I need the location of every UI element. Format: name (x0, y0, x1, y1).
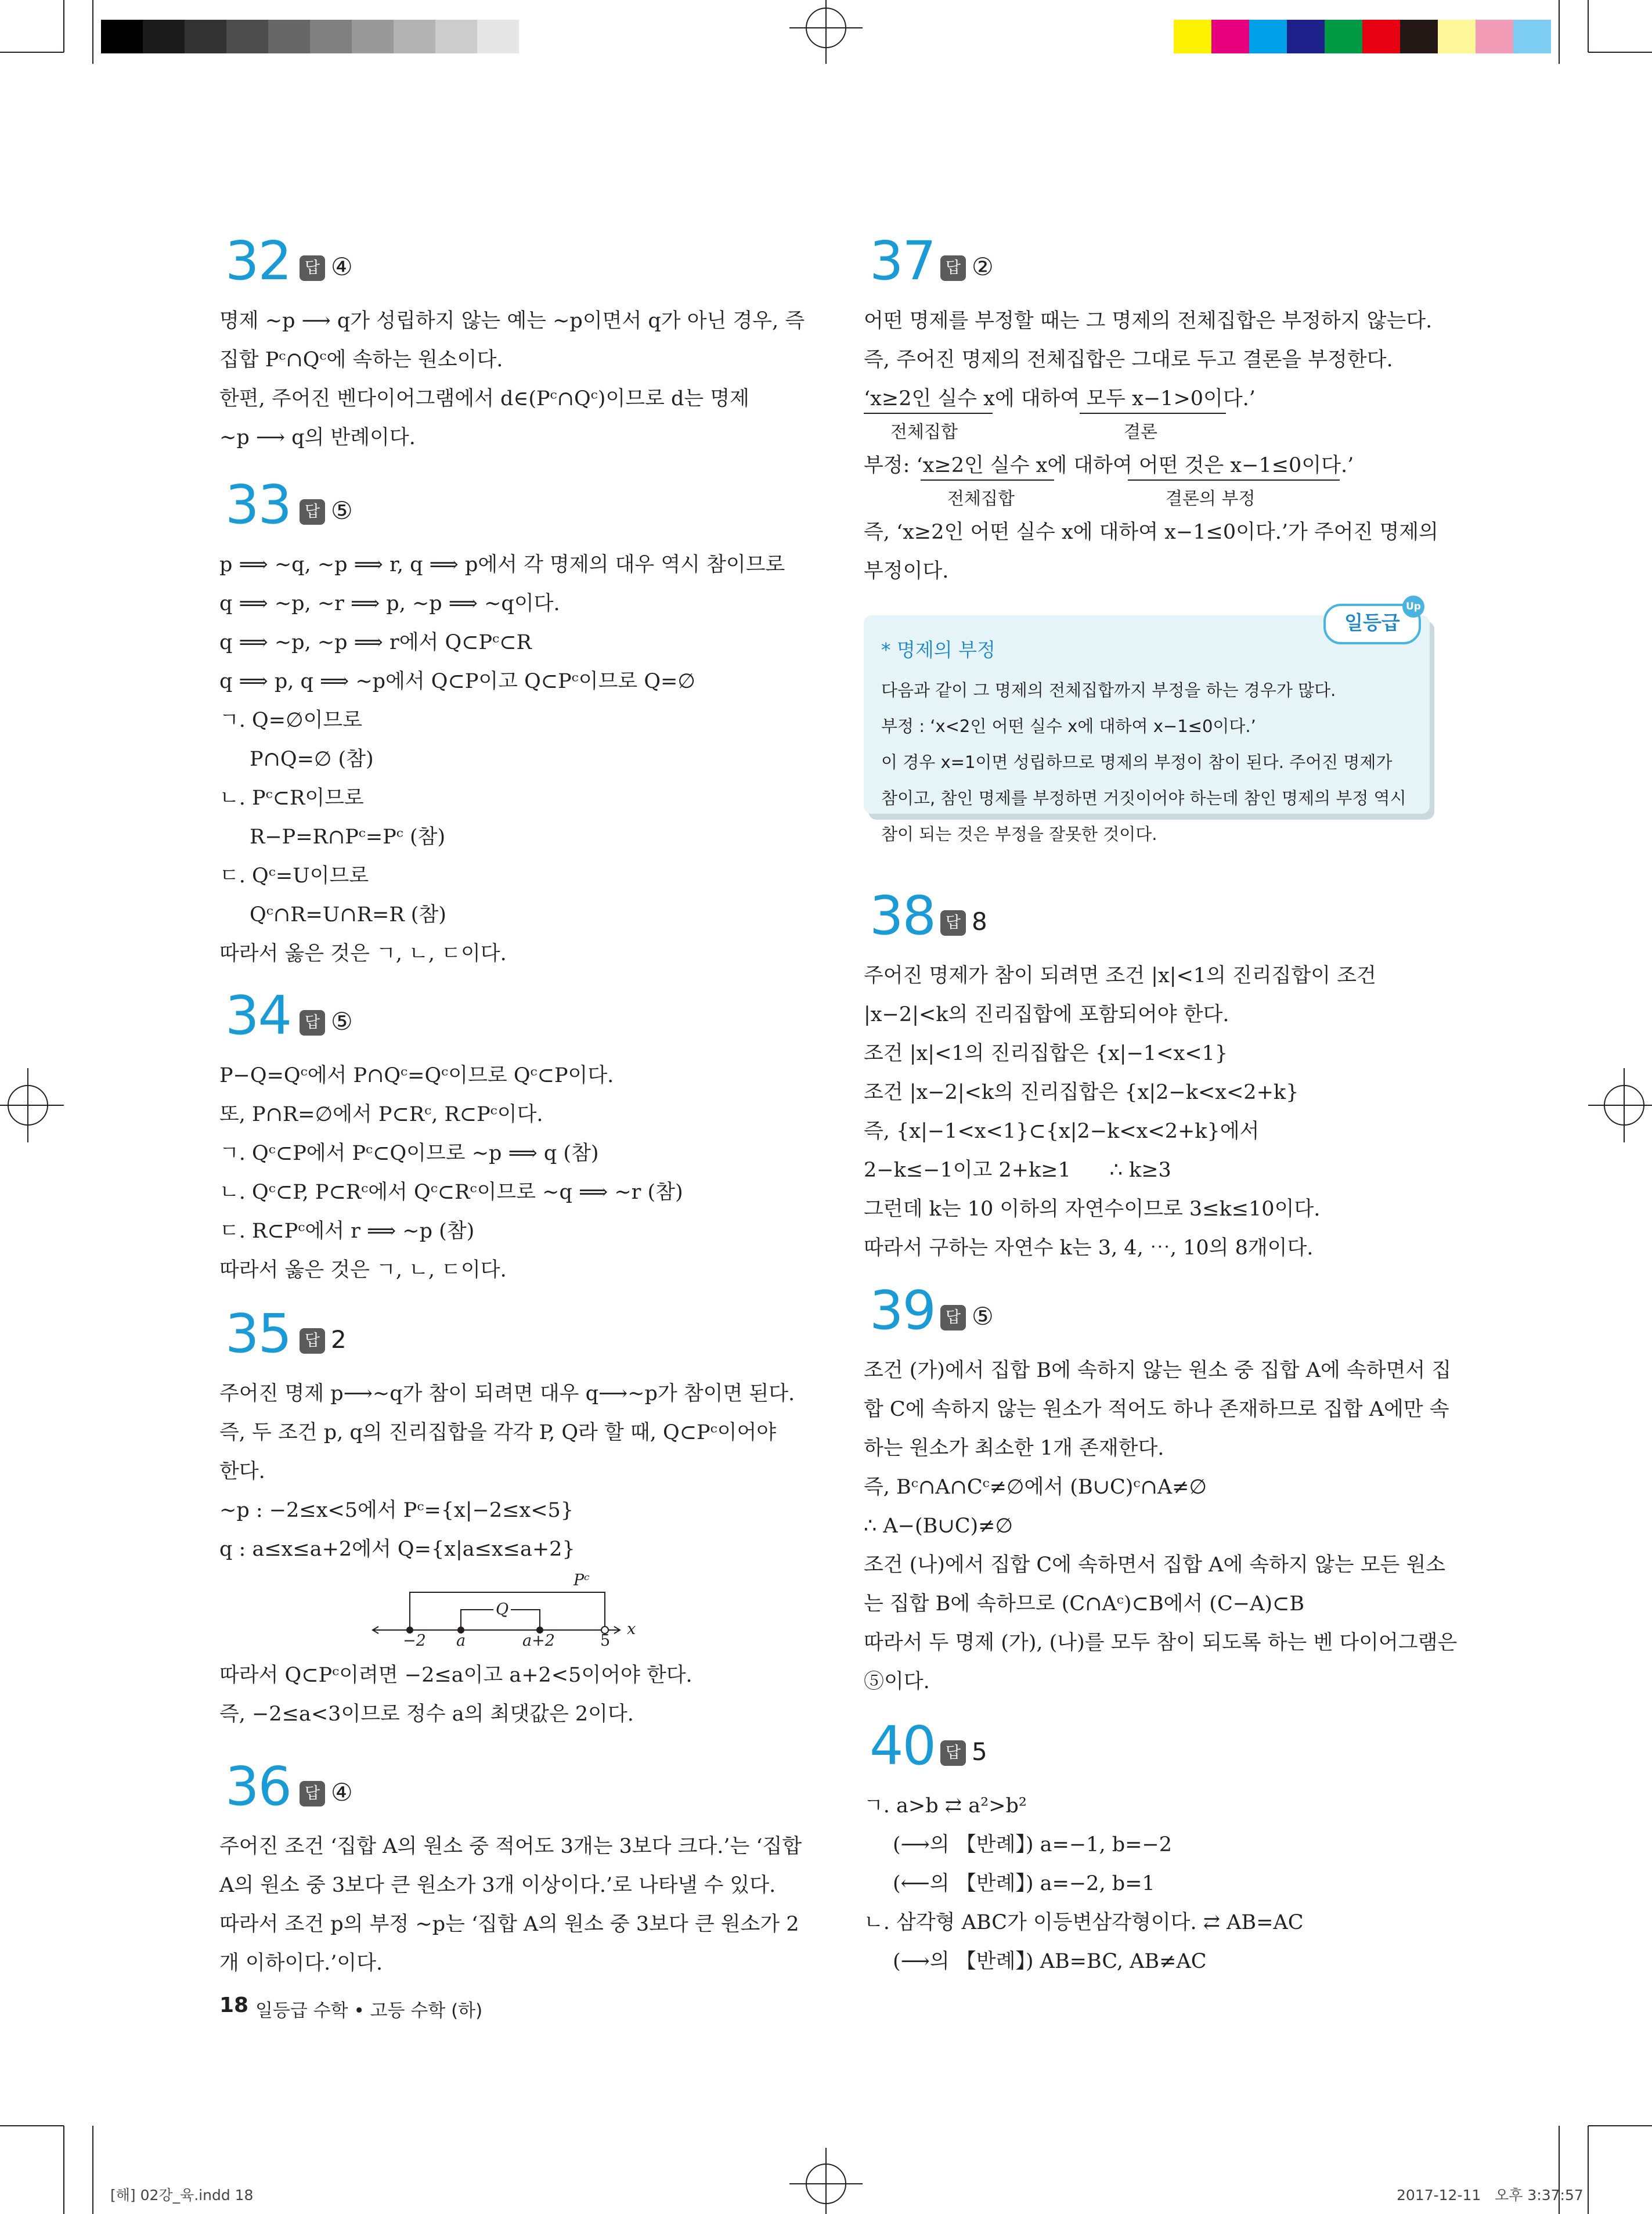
problem-number: 36 (225, 1755, 291, 1818)
answer-tag: 답 (300, 1010, 325, 1036)
answer-value: ⑤ (331, 1007, 353, 1036)
answer-tag: 답 (940, 255, 966, 281)
set-q-label: Q (493, 1600, 511, 1618)
tip-line: 참이 되는 것은 부정을 잘못한 것이다. (881, 824, 1157, 844)
underline-conclusion (1080, 413, 1226, 414)
text-line: ㄴ. Qᶜ⊂P, P⊂Rᶜ에서 Qᶜ⊂Rᶜ이므로 ~q ⟹ ~r (참) (219, 1181, 683, 1204)
text-line: 즉, 두 조건 p, q의 진리집합을 각각 P, Q라 할 때, Q⊂Pᶜ이어야 (219, 1421, 777, 1444)
text-line: 한편, 주어진 벤다이어그램에서 d∈(Pᶜ∩Qᶜ)이므로 d는 명제 (219, 387, 749, 410)
problem-40 (864, 1717, 1450, 1981)
answer-value: ④ (331, 253, 353, 281)
text-line: A의 원소 중 3보다 큰 원소가 3개 이상이다.’로 나타낼 수 있다. (219, 1874, 776, 1897)
text-line: 주어진 조건 ‘집합 A의 원소 중 적어도 3개는 3보다 크다.’는 ‘집합 (219, 1835, 802, 1858)
number-line-svg (219, 1569, 806, 1656)
text-line: P−Q=Qᶜ에서 P∩Qᶜ=Qᶜ이므로 Qᶜ⊂P이다. (219, 1064, 614, 1087)
answer-value: ② (972, 253, 994, 281)
slug-filename: [해] 02강_육.indd 18 (110, 2187, 254, 2204)
answer-tag: 답 (300, 499, 325, 525)
text-line: 는 집합 B에 속하므로 (C∩Aᶜ)⊂B에서 (C−A)⊂B (864, 1592, 1305, 1616)
tip-line: 이 경우 x=1이면 성립하므로 명제의 부정이 참이 된다. 주어진 명제가 (881, 752, 1393, 772)
text-line: 합 C에 속하지 않는 원소가 적어도 하나 존재하므로 집합 A에만 속 (864, 1398, 1449, 1421)
underline-universal (864, 413, 993, 414)
text-line: 어떤 명제를 부정할 때는 그 명제의 전체집합은 부정하지 않는다. (864, 309, 1433, 333)
text-line (864, 446, 1450, 485)
text-line: 따라서 Q⊂Pᶜ이려면 −2≤a이고 a+2<5이어야 한다. (219, 1664, 692, 1687)
text-line: ㄷ. Qᶜ=U이므로 (219, 864, 369, 888)
answer-value: ⑤ (331, 496, 353, 525)
problem-number: 37 (870, 230, 936, 292)
text-line: 조건 (나)에서 집합 C에 속하면서 집합 A에 속하지 않는 모든 원소 (864, 1553, 1446, 1577)
text-line: 조건 |x|<1의 진리집합은 {x|−1<x<1} (864, 1042, 1228, 1065)
text-line: ㄱ. Q=∅이므로 (219, 709, 362, 732)
text-line: 즉, ‘x≥2인 어떤 실수 x에 대하여 x−1≤0이다.’가 주어진 명제의 (864, 521, 1438, 544)
text-line: ㄴ. Pᶜ⊂R이므로 (219, 787, 364, 810)
tip-body (864, 672, 1406, 852)
text-line: ∴ A−(B∪C)≠∅ (864, 1515, 1013, 1538)
text-line: 또, P∩R=∅에서 P⊂Rᶜ, R⊂Pᶜ이다. (219, 1103, 543, 1126)
tick-label: −2 (403, 1632, 426, 1650)
problem-35 (219, 1305, 806, 1734)
problem-number: 32 (225, 230, 291, 292)
badge-label: 일등급 (1344, 611, 1400, 634)
answer-tag: 답 (300, 1781, 325, 1806)
text-line (864, 380, 1450, 419)
problem-number: 39 (870, 1279, 936, 1342)
page-number: 18 (219, 1993, 249, 2017)
problem-36 (219, 1755, 806, 1983)
text-line: ㄱ. a>b ⇄ a²>b² (864, 1794, 1027, 1818)
text-line: 조건 (가)에서 집합 B에 속하지 않는 원소 중 집합 A에 속하면서 집 (864, 1359, 1452, 1382)
number-line-figure (219, 1569, 806, 1656)
text-line: q ⟹ p, q ⟹ ~p에서 Q⊂P이고 Q⊂Pᶜ이므로 Q=∅ (219, 670, 695, 693)
sub-label: 전체집합 (890, 422, 958, 442)
text-line: Qᶜ∩R=U∩R=R (참) (250, 903, 446, 926)
text-line: 즉, 주어진 명제의 전체집합은 그대로 두고 결론을 부정한다. (864, 348, 1393, 372)
sub-label-line (864, 419, 1450, 446)
text-line: 주어진 명제가 참이 되려면 조건 |x|<1의 진리집합이 조건 (864, 964, 1376, 987)
text-line: q : a≤x≤a+2에서 Q={x|a≤x≤a+2} (219, 1538, 575, 1561)
problem-32 (219, 232, 806, 457)
answer-tag: 답 (300, 1328, 325, 1354)
text-line: 명제 ~p ⟶ q가 성립하지 않는 예는 ~p이면서 q가 아닌 경우, 즉 (219, 309, 805, 333)
set-p-label: Pᶜ (573, 1571, 590, 1589)
text-line: (⟵의 【반례】) a=−2, b=1 (893, 1872, 1155, 1895)
answer-tag: 답 (940, 1305, 966, 1330)
sub-label: 전체집합 (947, 489, 1015, 509)
text-line: 조건 |x−2|<k의 진리집합은 {x|2−k<x<2+k} (864, 1081, 1299, 1104)
problem-33 (219, 476, 806, 973)
problem-number: 35 (225, 1303, 291, 1365)
text-line: ~p ⟶ q의 반례이다. (219, 426, 416, 449)
underline-conclusion (1128, 479, 1340, 481)
text-line: q ⟹ ~p, ~r ⟹ p, ~p ⟹ ~q이다. (219, 592, 560, 615)
text-line: 따라서 옳은 것은 ㄱ, ㄴ, ㄷ이다. (219, 942, 507, 965)
answer-value: ⑤ (972, 1302, 994, 1330)
problem-number: 38 (870, 885, 936, 947)
text-line: R−P=R∩Pᶜ=Pᶜ (참) (250, 825, 446, 849)
answer-tag: 답 (940, 910, 966, 936)
tick-label: a (456, 1632, 466, 1650)
sub-label: 결론 (1124, 422, 1157, 442)
problem-number: 40 (870, 1715, 936, 1777)
tick-label: a+2 (522, 1632, 555, 1650)
underline-universal (921, 479, 1054, 481)
answer-tag: 답 (300, 255, 325, 281)
text-line: ㄷ. R⊂Pᶜ에서 r ⟹ ~p (참) (219, 1220, 475, 1243)
tick-label: 5 (600, 1632, 611, 1650)
text-line: 주어진 명제 p⟶~q가 참이 되려면 대우 q⟶~p가 참이면 된다. (219, 1382, 795, 1405)
text-line: ㄴ. 삼각형 ABC가 이등변삼각형이다. ⇄ AB=AC (864, 1911, 1304, 1934)
tip-line: 부정 : ‘x<2인 어떤 실수 x에 대하여 x−1≤0이다.’ (881, 716, 1256, 736)
tip-line: 다음과 같이 그 명제의 전체집합까지 부정을 하는 경우가 많다. (881, 680, 1336, 700)
axis-label: x (627, 1620, 636, 1638)
problem-34 (219, 987, 806, 1290)
problem-39 (864, 1279, 1458, 1701)
text-line: 따라서 두 명제 (가), (나)를 모두 참이 되도록 하는 벤 다이어그램은 (864, 1631, 1458, 1654)
text-line: |x−2|<k의 진리집합에 포함되어야 한다. (864, 1003, 1229, 1026)
tip-box (864, 601, 1438, 844)
text-line: 부정이다. (864, 560, 949, 583)
text-line: 하는 원소가 최소한 1개 존재한다. (864, 1437, 1164, 1460)
text-line: 따라서 조건 p의 부정 ~p는 ‘집합 A의 원소 중 3보다 큰 원소가 2 (219, 1913, 799, 1936)
text-line: 따라서 옳은 것은 ㄱ, ㄴ, ㄷ이다. (219, 1259, 507, 1282)
tip-heading: * 명제의 부정 (881, 639, 995, 661)
answer-value: 8 (972, 907, 987, 936)
text-line: (⟶의 【반례】) AB=BC, AB≠AC (893, 1950, 1207, 1973)
text-line: ㄱ. Qᶜ⊂P에서 Pᶜ⊂Q이므로 ~p ⟹ q (참) (219, 1142, 599, 1165)
text-line: 집합 Pᶜ∩Qᶜ에 속하는 원소이다. (219, 348, 503, 372)
badge-up: Up (1402, 596, 1424, 618)
problem-37 (864, 232, 1450, 591)
statement: 부정: ‘x≥2인 실수 x에 대하여 어떤 것은 x−1≤0이다.’ (864, 454, 1354, 477)
answer-value: ④ (331, 1778, 353, 1806)
text-line: P∩Q=∅ (참) (250, 748, 374, 771)
statement: ‘x≥2인 실수 x에 대하여 모두 x−1>0이다.’ (864, 387, 1256, 410)
slug-timestamp: 2017-12-11 오후 3:37:57 (1397, 2187, 1584, 2204)
text-line: (⟶의 【반례】) a=−1, b=−2 (893, 1833, 1173, 1856)
problem-number: 34 (225, 985, 291, 1047)
sub-label: 결론의 부정 (1166, 489, 1256, 509)
text-line: ~p : −2≤x<5에서 Pᶜ={x|−2≤x<5} (219, 1499, 574, 1522)
text-line: 2−k≤−1이고 2+k≥1 ∴ k≥3 (864, 1159, 1171, 1182)
text-line: ⑤이다. (864, 1670, 930, 1693)
text-line: q ⟹ ~p, ~p ⟹ r에서 Q⊂Pᶜ⊂R (219, 631, 532, 654)
text-line: 그런데 k는 10 이하의 자연수이므로 3≤k≤10이다. (864, 1198, 1321, 1221)
problem-38 (864, 887, 1450, 1268)
text-line: p ⟹ ~q, ~p ⟹ r, q ⟹ p에서 각 명제의 대우 역시 참이므로 (219, 553, 785, 576)
text-line: 따라서 구하는 자연수 k는 3, 4, ⋯, 10의 8개이다. (864, 1236, 1314, 1260)
answer-value: 5 (972, 1737, 987, 1766)
text-line: 즉, −2≤a<3이므로 정수 a의 최댓값은 2이다. (219, 1703, 634, 1726)
problem-number: 33 (225, 474, 291, 536)
answer-value: 2 (331, 1325, 347, 1354)
text-line: 개 이하이다.’이다. (219, 1952, 383, 1975)
running-footer: 일등급 수학 • 고등 수학 (하) (255, 2000, 483, 2021)
sub-label-line (864, 485, 1450, 513)
tip-badge (1323, 601, 1421, 644)
text-line: 즉, Bᶜ∩A∩Cᶜ≠∅에서 (B∪C)ᶜ∩A≠∅ (864, 1476, 1207, 1499)
tip-line: 참이고, 참인 명제를 부정하면 거짓이어야 하는데 참인 명제의 부정 역시 (881, 788, 1406, 808)
text-line: 즉, {x|−1<x<1}⊂{x|2−k<x<2+k}에서 (864, 1120, 1260, 1143)
answer-tag: 답 (940, 1740, 966, 1766)
text-line: 한다. (219, 1460, 265, 1483)
